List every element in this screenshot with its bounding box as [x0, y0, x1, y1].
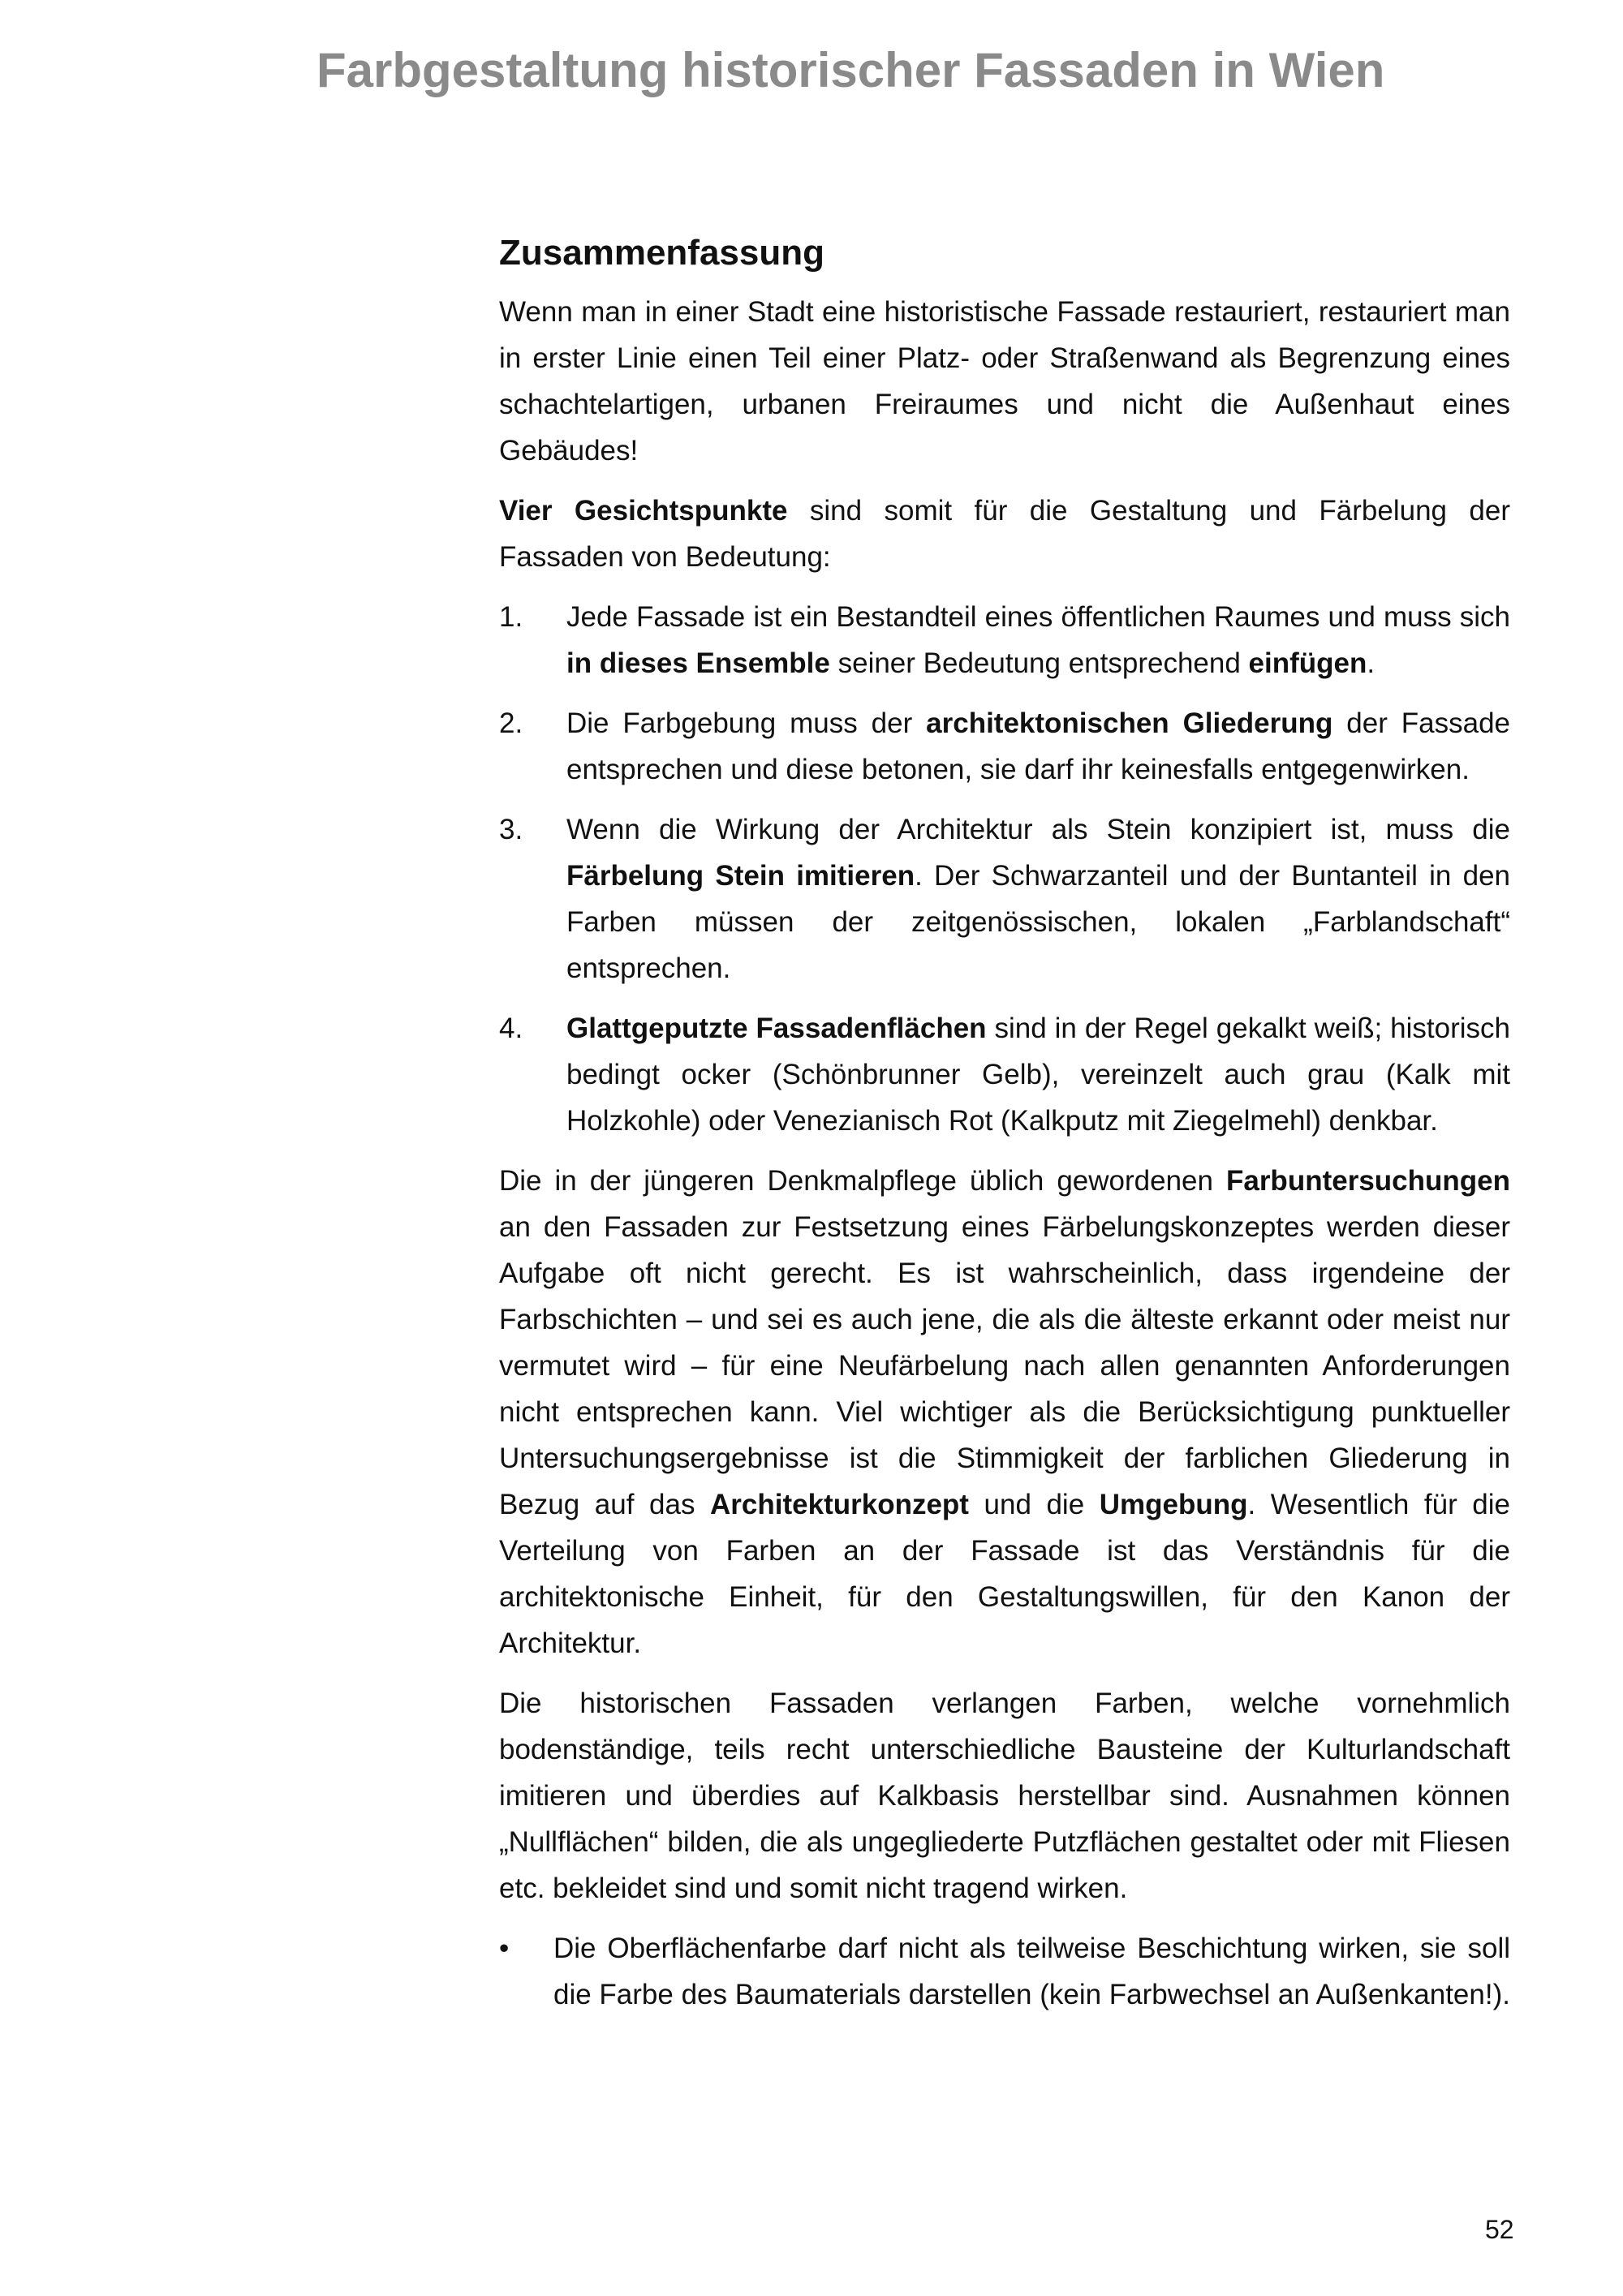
bullet-list [499, 1925, 1510, 2018]
bullet-item [499, 1925, 1510, 2018]
list-item [499, 700, 1510, 793]
list-item-bold: Färbelung Stein imitieren [566, 860, 915, 892]
viewpoints-paragraph [499, 488, 1510, 580]
list-item-text: sind in der Regel gekalkt weiß; historisch bedingt ocker (Schönbrunner Gelb), vereinzelt auch grau (Kalk mit Holzkohle) oder Venezianisch Rot (Kalkputz mit Ziegelmehl) denkbar. [566, 1013, 1511, 1137]
list-item-text: seiner Bedeutung entsprechend [829, 647, 1249, 679]
list-item-bold: Glattgeputzte Fassadenflächen [566, 1013, 987, 1044]
paragraph-text: an den Fassaden zur Festsetzung eines Färbelungskonzeptes werden dieser Aufgabe oft nicht gerecht. Es ist wahrscheinlich, dass irgendeine der Farbschichten – und sei es auch jene, die als die älteste erkannt oder meist nur vermutet wird – für eine Neufärbelung nach allen genannten Anforderungen nicht entsprechen kann. Viel wichtiger als die Berücksichtigung punktueller Untersuchungsergebnisse ist die Stimmigkeit der farblichen Gliederung in Bezug auf das [499, 1211, 1510, 1520]
bullet-text: Die Oberflächenfarbe darf nicht als teilweise Beschichtung wirken, sie soll die Farbe des Baumaterials darstellen (kein Farbwechsel an Außenkanten!). [553, 1933, 1510, 2010]
list-number: 2. [499, 707, 523, 739]
viewpoints-list [499, 594, 1510, 1144]
paragraph-bold: Architekturkonzept [710, 1489, 969, 1520]
section-heading: Zusammenfassung [499, 233, 824, 273]
intro-paragraph: Wenn man in einer Stadt eine historistische Fassade restauriert, restauriert man in erster Linie einen Teil einer Platz- oder Straßenwand als Begrenzung eines schachtelartigen, urbanen Freiraumes und nicht die Außenhaut eines Gebäudes! [499, 296, 1510, 467]
list-item-bold: in dieses Ensemble [566, 647, 830, 679]
list-number: 4. [499, 1013, 523, 1044]
list-item [499, 1005, 1510, 1144]
list-item-bold: architektonischen Gliederung [926, 707, 1333, 739]
viewpoints-bold: Vier Gesichtspunkte [499, 495, 788, 527]
paragraph-bold: Umgebung [1099, 1489, 1248, 1520]
paragraph-bold: Farbuntersuchungen [1225, 1165, 1510, 1197]
main-content [499, 229, 1510, 2018]
historic-colors-paragraph: Die historischen Fassaden verlangen Farben, welche vornehmlich bodenständige, teils recht unterschiedliche Bausteine der Kulturlandschaft imitieren und überdies auf Kalkbasis herstellbar sind. Ausnahmen können „Nullflächen“ bilden, die als ungegliederte Putzflächen gestaltet oder mit Fliesen etc. bekleidet sind und somit nicht tragend wirken. [499, 1688, 1510, 1904]
paragraph-text: Die in der jüngeren Denkmalpflege üblich gewordenen [499, 1165, 1226, 1197]
list-item [499, 594, 1510, 686]
bullet-icon: • [499, 1933, 510, 1964]
paragraph-text: . Wesentlich für die Verteilung von Farben an der Fassade ist das Verständnis für die architektonische Einheit, für den Gestaltungswillen, für den Kanon der Architektur. [499, 1489, 1510, 1659]
list-item-text: der Fassade entsprechen und diese betonen, sie darf ihr keinesfalls entgegenwirken. [566, 707, 1510, 785]
investigation-paragraph [499, 1158, 1510, 1666]
list-item [499, 806, 1510, 991]
viewpoints-text: sind somit für die Gestaltung und Färbelung der Fassaden von Bedeutung: [499, 495, 1510, 573]
list-item-text: . [1367, 647, 1375, 679]
paragraph-text: und die [968, 1489, 1100, 1520]
list-item-text: Die Farbgebung muss der [566, 707, 927, 739]
list-item-bold: einfügen [1248, 647, 1367, 679]
list-item-text: Wenn die Wirkung der Architektur als Stein konzipiert ist, muss die [566, 814, 1510, 845]
list-item-text: Jede Fassade ist ein Bestandteil eines öffentlichen Raumes und muss sich [566, 601, 1510, 633]
document-title: Farbgestaltung historischer Fassaden in Wien [316, 43, 1385, 97]
list-number: 3. [499, 814, 523, 845]
list-number: 1. [499, 601, 523, 633]
page-number: 52 [1485, 2215, 1514, 2244]
list-item-text: . Der Schwarzanteil und der Buntanteil in den Farben müssen der zeitgenössischen, lokalen „Farblandschaft“ entsprechen. [566, 860, 1511, 984]
